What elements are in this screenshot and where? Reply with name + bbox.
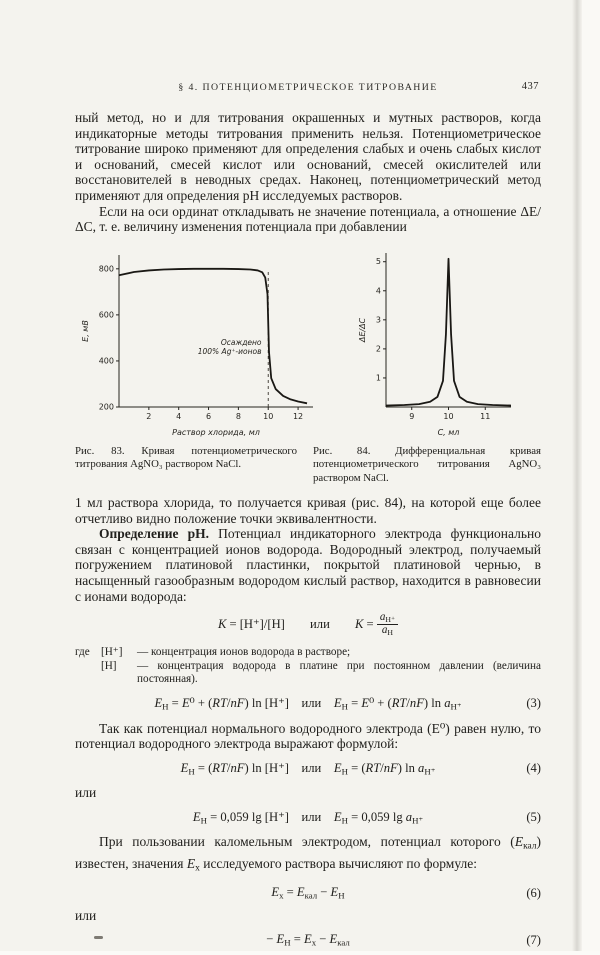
where-lead: где [75, 645, 90, 658]
where-term: [Н] [101, 659, 117, 672]
ph-definition-text: Потенциал индикаторного электрода функционально связан с концентрацией ионов водорода. Водородный электрод, получаемый погружением платиновой пластинки, покрытой платиновой чернью, в насыщенный газообразным водородом кислый раствор, находится в равновесии с ионами водорода: [75, 526, 542, 604]
paragraph-ph-definition [75, 526, 541, 604]
equation-7-number: (7) [526, 932, 541, 947]
caption-figure-84: Рис. 84. Дифференциальная кривая потенциометрического титрования AgNO₃ раствором NaCl. [313, 444, 541, 484]
svg-text:1: 1 [376, 373, 382, 383]
svg-text:2: 2 [146, 411, 152, 421]
equation-7-body: − $E_Н = E_x - E_{кал}$ [266, 931, 350, 948]
page-number: 437 [521, 81, 539, 92]
where-clause [75, 646, 541, 687]
equation-6-body: $E_x = E_{кал} - E_Н$ [271, 884, 345, 901]
svg-text:12: 12 [292, 411, 304, 421]
equation-equilibrium [75, 612, 541, 638]
equation-5 [75, 809, 541, 826]
captions-row [75, 445, 541, 485]
svg-text:11: 11 [480, 411, 491, 421]
where-row [75, 646, 541, 660]
svg-text:8: 8 [235, 411, 241, 421]
svg-text:5: 5 [376, 256, 382, 266]
page-content [75, 82, 541, 955]
equation-4-body: $E_Н = (RT/nF)$ ln [Н⁺] или $E_Н = (RT/nF)$ $\ln a_{Н^+}$ [180, 760, 436, 777]
equation-6-number: (6) [526, 885, 541, 900]
equation-6 [75, 885, 541, 900]
paragraph-methods: ный метод, но и для титрования окрашенных и мутных растворов, когда индикаторные методы титрования применить нельзя. Потенциометрическое титрование широко применяют для определения слабых и очень слабых кислот и оснований, смесей кислот или оснований, смесей окислителей или восстановителей в неводных средах. Наконец, потенциометрический метод применяют для определения pH исследуемых растворов. [75, 110, 541, 203]
svg-text:4: 4 [376, 286, 382, 296]
where-term: [Н⁺] [101, 645, 123, 658]
svg-text:10: 10 [443, 411, 455, 421]
svg-text:100% Ag⁺-ионов: 100% Ag⁺-ионов [197, 346, 262, 356]
svg-text:6: 6 [205, 411, 212, 421]
paragraph-normal-electrode: Так как потенциал нормального водородного электрода (E⁰) равен нулю, то потенциал водородного электрода выражают формулой: [75, 720, 541, 752]
svg-text:ΔE/ΔC: ΔE/ΔC [358, 317, 368, 342]
paragraph-equivalence: 1 мл раствора хлорида, то получается кривая (рис. 84), на которой еще более отчетливо видно положение точки эквивалентности. [75, 494, 541, 526]
equation-3-number: (3) [526, 696, 541, 711]
where-definition: — концентрация ионов водорода в растворе; [137, 645, 351, 658]
figures-row [75, 245, 541, 437]
svg-text:E, мВ: E, мВ [81, 319, 90, 342]
page-edge-shadow [572, 0, 582, 951]
equation-equilibrium-body: K = [Н⁺]/[Н] или K = $\frac{a_{Н^+}}{a_Н}$ [218, 617, 398, 631]
figure-84-differential-curve [356, 245, 541, 437]
equation-4 [75, 760, 541, 777]
page-edge [582, 0, 600, 951]
page-header [75, 82, 541, 93]
svg-text:200: 200 [98, 402, 114, 412]
svg-text:600: 600 [98, 310, 114, 320]
or-connector: или [75, 908, 97, 924]
figure-83-titration-curve [79, 245, 328, 437]
svg-text:800: 800 [98, 264, 114, 274]
section-title: § 4. ПОТЕНЦИОМЕТРИЧЕСКОЕ ТИТРОВАНИЕ [178, 82, 438, 93]
equation-4-number: (4) [526, 760, 541, 775]
svg-text:С, мл: С, мл [438, 427, 460, 437]
where-lead-spacer [75, 660, 101, 688]
paragraph-ordinate: Если на оси ординат откладывать не значение потенциала, а отношение ΔE/ΔC, т. е. величину изменения потенциала при добавлении [75, 203, 541, 235]
svg-text:4: 4 [176, 411, 182, 421]
svg-text:9: 9 [409, 411, 415, 421]
svg-text:2: 2 [376, 344, 382, 354]
equation-3-body: $E_Н = E^0 + (RT/nF)$ ln [Н⁺] или $E_Н = E^0 + (RT/nF)$ $\ln a_{Н^+}$ [154, 696, 462, 712]
ph-definition-lead: Определение pH. [99, 526, 210, 542]
where-definition: — концентрация водорода в платине при постоянном давлении (величина постоянная). [137, 659, 541, 686]
svg-text:3: 3 [376, 315, 382, 325]
svg-text:10: 10 [263, 411, 274, 421]
equation-7 [75, 932, 541, 947]
svg-text:400: 400 [98, 356, 114, 366]
svg-text:Осаждено: Осаждено [220, 337, 262, 347]
svg-text:Раствор хлорида, мл: Раствор хлорида, мл [172, 427, 260, 437]
equation-5-body: $E_Н = 0,059$ lg [Н⁺] или $E_Н = 0,059$ $\lg a_{Н^+}$ [192, 809, 424, 826]
caption-figure-83: Рис. 83. Кривая потенциометрического титрования AgNO₃ раствором NaCl. [75, 444, 297, 471]
where-row [75, 660, 541, 688]
equation-5-number: (5) [526, 809, 541, 824]
paragraph-calomel: При пользовании каломельным электродом, потенциал которого $(E_{кал})$ известен, значения $E_x$ исследуемого раствора вычисляют по формуле: [75, 834, 541, 874]
equation-3 [75, 695, 541, 712]
or-connector: или [75, 785, 97, 801]
